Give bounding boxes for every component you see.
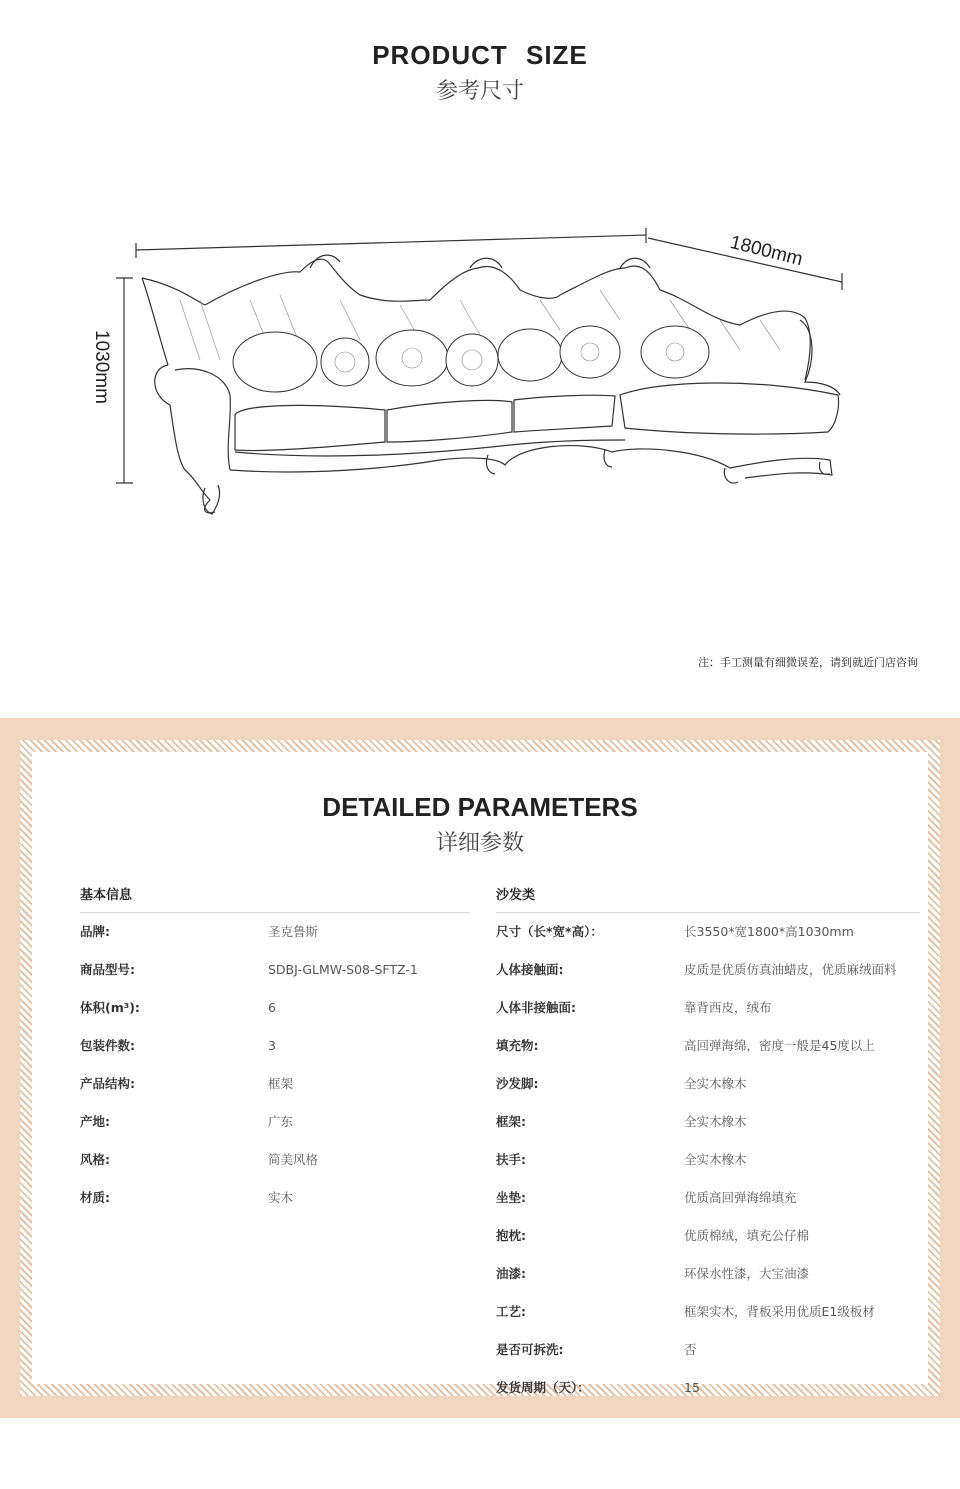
param-value: 圣克鲁斯 (268, 924, 319, 939)
param-row (496, 1293, 920, 1331)
basic-info-column (80, 886, 470, 1217)
param-key: 抱枕: (496, 1228, 526, 1243)
param-value: 皮质是优质仿真油蜡皮，优质麻绒面料 (684, 962, 897, 977)
param-key: 产品结构: (80, 1076, 135, 1091)
param-row (80, 1065, 470, 1103)
param-value: 优质高回弹海绵填充 (684, 1190, 797, 1205)
pillow-floral-3 (641, 326, 709, 378)
param-row (496, 989, 920, 1027)
chaise-cushion (620, 383, 839, 434)
param-row (496, 1217, 920, 1255)
param-value: 6 (268, 1000, 276, 1015)
product-size-section (0, 0, 960, 718)
param-key: 是否可拆洗: (496, 1342, 564, 1357)
param-key: 产地: (80, 1114, 110, 1129)
parameters-panel (32, 752, 928, 1395)
param-key: 沙发脚: (496, 1076, 539, 1091)
param-key: 包装件数: (80, 1038, 135, 1053)
detailed-parameters-section (0, 718, 960, 1418)
pillow-left (233, 332, 317, 392)
pillow-round-1 (321, 338, 369, 386)
param-row (80, 989, 470, 1027)
pillow-floral-2 (560, 326, 620, 378)
width-dimension-label: 1800mm (727, 232, 805, 271)
param-key: 油漆: (496, 1266, 526, 1281)
param-key: 品牌: (80, 924, 110, 939)
pillow-striped (498, 329, 562, 381)
param-value: 框架实木，背板采用优质E1级板材 (684, 1304, 875, 1319)
param-key: 填充物: (496, 1038, 539, 1053)
param-row (496, 1103, 920, 1141)
param-row (80, 1141, 470, 1179)
basic-info-heading: 基本信息 (80, 886, 470, 913)
param-value: 全实木橡木 (684, 1076, 747, 1091)
param-row (496, 1027, 920, 1065)
param-key: 风格: (80, 1152, 110, 1167)
param-row (80, 1103, 470, 1141)
seat-cushion-1 (235, 405, 385, 450)
param-value: 实木 (268, 1190, 294, 1205)
parameters-title: DETAILED PARAMETERS (322, 792, 638, 822)
param-value: 优质棉绒，填充公仔棉 (684, 1228, 810, 1243)
param-row (496, 1331, 920, 1369)
param-key: 框架: (496, 1114, 526, 1129)
param-key: 尺寸（长*宽*高）： (496, 924, 603, 939)
param-key: 工艺: (496, 1304, 526, 1319)
param-key: 商品型号: (80, 962, 135, 977)
sofa-info-column (496, 886, 920, 1407)
param-key: 体积(m³): (80, 1000, 140, 1015)
param-row (496, 1179, 920, 1217)
height-dimension-label: 1030mm (91, 330, 112, 404)
parameters-subtitle: 详细参数 (435, 831, 524, 856)
param-row (496, 1255, 920, 1293)
param-value: 环保水性漆，大宝油漆 (684, 1266, 810, 1281)
seat-cushion-2 (387, 400, 512, 442)
param-value: 否 (684, 1342, 697, 1357)
param-row (496, 1141, 920, 1179)
param-row (496, 1369, 920, 1407)
sofa-line-drawing (0, 0, 960, 718)
param-value: 全实木橡木 (684, 1152, 747, 1167)
param-value: 全实木橡木 (684, 1114, 747, 1129)
param-value: 高回弹海绵，密度一般是45度以上 (684, 1038, 875, 1053)
sofa-left-arm (155, 365, 215, 513)
param-key: 发货周期（天）： (496, 1380, 590, 1395)
param-value: SDBJ-GLMW-S08-SFTZ-1 (268, 962, 418, 977)
param-key: 材质: (80, 1190, 110, 1205)
measurement-note: 注：手工测量有细微误差，请到就近门店咨询 (698, 656, 918, 669)
param-row (496, 1065, 920, 1103)
param-row (496, 913, 920, 951)
sofa-info-heading: 沙发类 (496, 886, 920, 913)
striped-border-frame (20, 740, 940, 1396)
param-key: 坐垫: (496, 1190, 526, 1205)
param-value: 靠背西皮，绒布 (684, 1000, 772, 1015)
sofa-base (230, 446, 832, 478)
sofa-leg (203, 485, 220, 514)
param-key: 扶手: (496, 1152, 526, 1167)
param-row (80, 1179, 470, 1217)
pillow-round-2 (446, 334, 498, 386)
param-key: 人体接触面: (496, 962, 564, 977)
seat-cushion-3 (514, 395, 615, 432)
param-key: 人体非接触面: (496, 1000, 576, 1015)
param-value: 简美风格 (268, 1152, 319, 1167)
param-value: 框架 (268, 1076, 294, 1091)
pillow-floral-1 (376, 330, 448, 386)
product-size-subtitle: 参考尺寸 (435, 79, 524, 104)
param-value: 广东 (268, 1114, 294, 1129)
param-value: 3 (268, 1038, 276, 1053)
param-row (496, 951, 920, 989)
product-size-title: PRODUCT SIZE (372, 40, 588, 70)
param-row (80, 951, 470, 989)
width-dimension-line (136, 235, 646, 250)
param-value: 15 (684, 1380, 700, 1395)
param-row (80, 913, 470, 951)
param-row (80, 1027, 470, 1065)
param-value: 长3550*宽1800*高1030mm (684, 924, 854, 939)
